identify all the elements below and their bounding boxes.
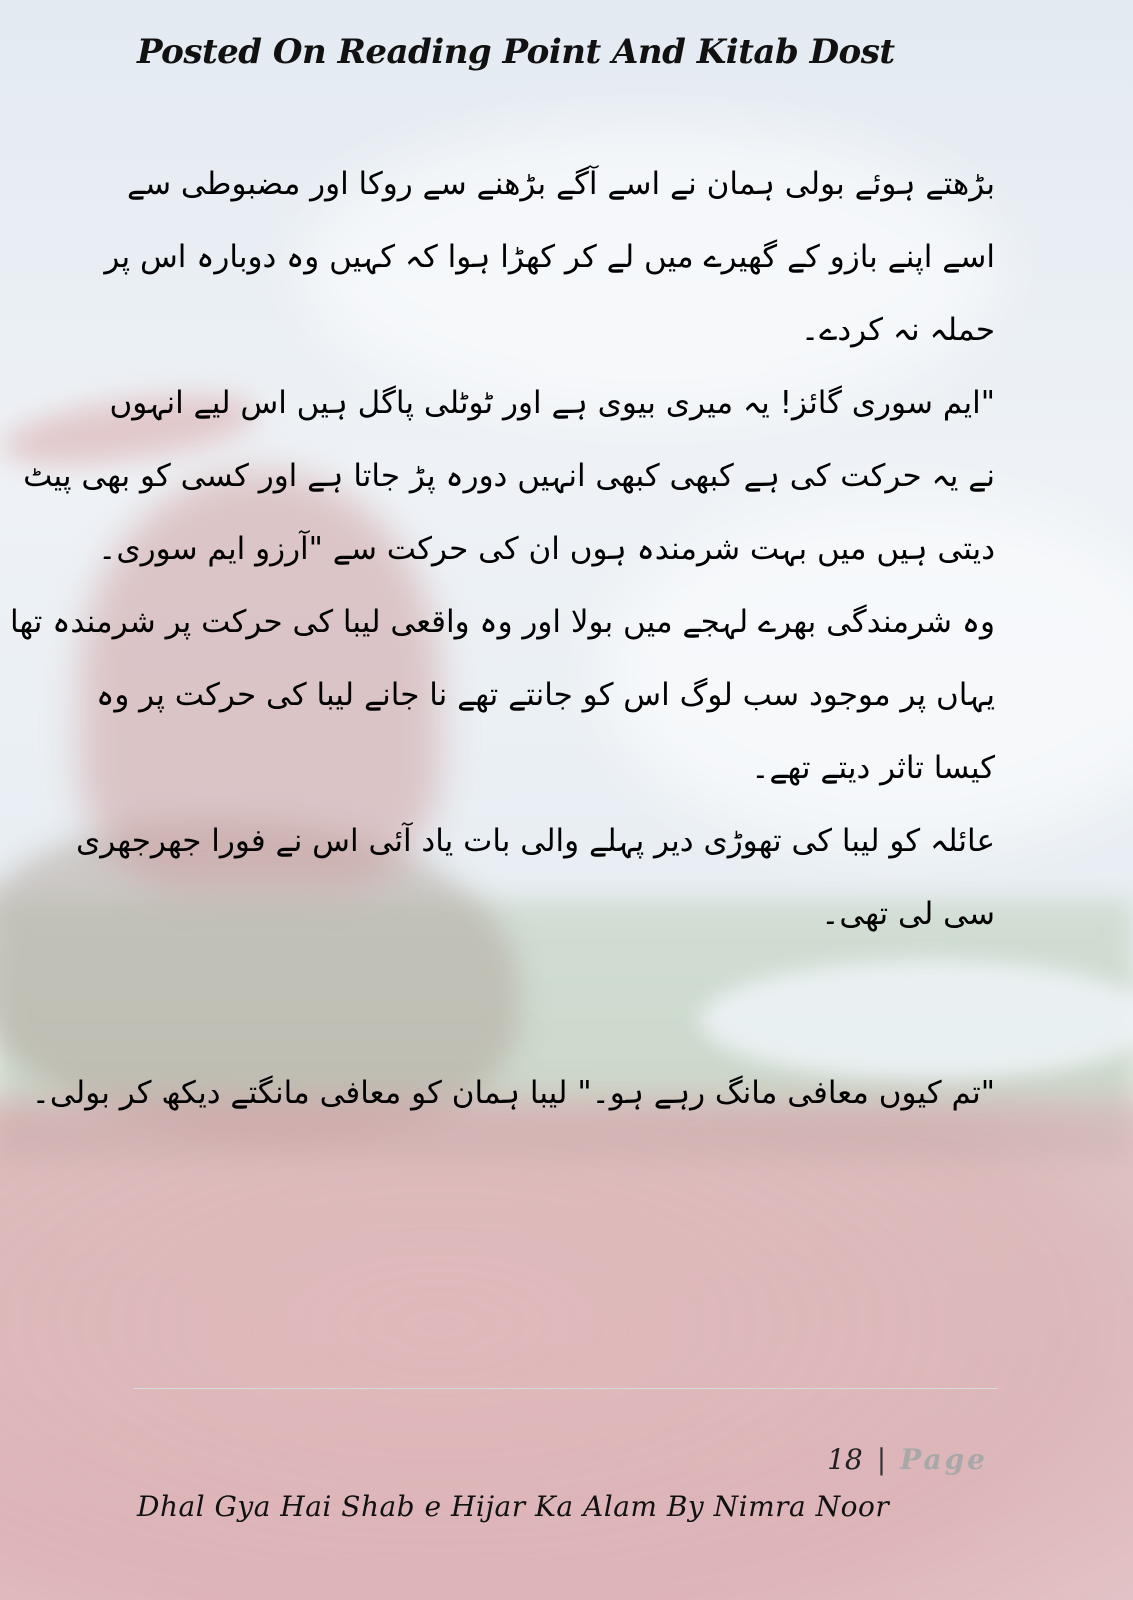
text-line: عائلہ کو لیبا کی تھوڑی دیر پہلے والی بات یاد آئی اس نے فورا جھرجھری [76, 823, 995, 859]
page-number-block [827, 1443, 988, 1476]
book-title-footer: Dhal Gya Hai Shab e Hijar Ka Alam By Nimra Noor [137, 1490, 890, 1523]
text-line: وہ شرمندگی بھرے لہجے میں بولا اور وہ واقعی لیبا کی حرکت پر شرمندہ تھا [10, 604, 995, 640]
page-separator: | [876, 1443, 887, 1476]
text-line: سی لی تھی۔ [821, 896, 995, 932]
text-line: اسے اپنے بازو کے گھیرے میں لے کر کھڑا ہوا کہ کہیں وہ دوبارہ اس پر [104, 239, 995, 275]
page-body [10, 148, 995, 1130]
page-label: Page [900, 1443, 988, 1476]
text-line: دیتی ہیں میں بہت شرمندہ ہوں ان کی حرکت سے "آرزو ایم سوری۔ [98, 531, 995, 567]
page-number: 18 [827, 1443, 863, 1476]
text-line: بڑھتے ہوئے بولی ہمان نے اسے آگے بڑھنے سے روکا اور مضبوطی سے [126, 166, 995, 202]
text-line: "ایم سوری گائز! یہ میری بیوی ہے اور ٹوٹلی پاگل ہیں اس لیے انہوں [109, 385, 995, 421]
page-header: Posted On Reading Point And Kitab Dost [137, 32, 895, 72]
text-line: حملہ نہ کردے۔ [800, 312, 995, 348]
text-line: نے یہ حرکت کی ہے کبھی کبھی انہیں دورہ پڑ جاتا ہے اور کسی کو بھی پیٹ [23, 458, 995, 494]
text-line: "تم کیوں معافی مانگ رہے ہو۔" لیبا ہمان کو معافی مانگتے دیکھ کر بولی۔ [31, 1075, 995, 1111]
footer-divider [133, 1388, 998, 1389]
text-line: کیسا تاثر دیتے تھے۔ [751, 750, 995, 786]
text-line: یہاں پر موجود سب لوگ اس کو جانتے تھے نا جانے لیبا کی حرکت پر وہ [96, 677, 995, 713]
